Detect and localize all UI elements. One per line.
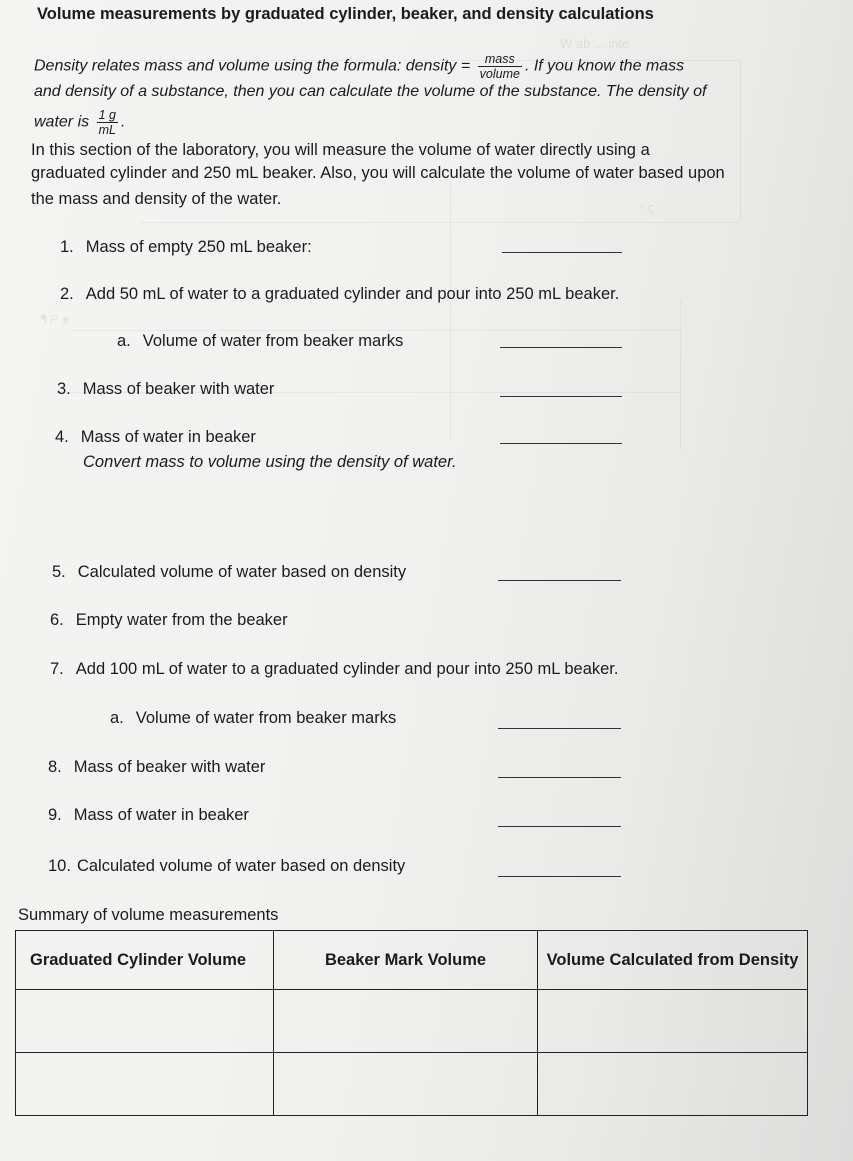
item-text: Mass of beaker with water bbox=[82, 380, 275, 398]
answer-blank-10[interactable] bbox=[498, 876, 621, 877]
list-item-3 bbox=[57, 380, 274, 399]
bleed-through-line bbox=[450, 180, 451, 440]
intro-line-2: and density of a substance, then you can calculate the volume of the substance. The density of bbox=[34, 83, 707, 100]
intro-line-3 bbox=[34, 108, 125, 137]
list-item-4 bbox=[55, 428, 256, 447]
item-text: Empty water from the beaker bbox=[75, 611, 288, 629]
intro-text: water is bbox=[34, 113, 94, 131]
list-item-8 bbox=[48, 758, 265, 777]
formula-numerator: mass bbox=[478, 52, 522, 67]
item-text: Mass of water in beaker bbox=[80, 428, 256, 446]
bleed-through-text: ᖳ ᑭ ᴥ bbox=[40, 312, 70, 327]
bleed-through-line bbox=[680, 300, 681, 450]
paragraph-line-3: the mass and density of the water. bbox=[31, 190, 282, 208]
item-number: 2. bbox=[60, 285, 74, 303]
item-text: Volume of water from beaker marks bbox=[142, 332, 404, 350]
table-cell[interactable] bbox=[274, 990, 538, 1053]
answer-blank-9[interactable] bbox=[498, 826, 621, 827]
list-item-2a bbox=[117, 332, 403, 351]
list-item-6 bbox=[50, 611, 288, 630]
header-graduated-cylinder-volume: Graduated Cylinder Volume bbox=[16, 931, 274, 990]
item-text: Calculated volume of water based on density bbox=[77, 563, 407, 581]
item-text: Mass of water in beaker bbox=[73, 806, 249, 824]
formula-denominator: volume bbox=[479, 67, 520, 81]
summary-title: Summary of volume measurements bbox=[18, 906, 279, 924]
intro-text: . bbox=[120, 113, 126, 131]
header-volume-calculated-from-density: Volume Calculated from Density bbox=[538, 931, 808, 990]
list-item-9 bbox=[48, 806, 249, 825]
item-text: Add 50 mL of water to a graduated cylinder and pour into 250 mL beaker. bbox=[85, 285, 620, 303]
fraction-denominator: mL bbox=[98, 123, 116, 137]
intro-line-1 bbox=[34, 52, 684, 81]
table-cell[interactable] bbox=[538, 990, 808, 1053]
item-number: 4. bbox=[55, 428, 69, 446]
table-row bbox=[16, 990, 808, 1053]
list-item-5 bbox=[52, 563, 406, 582]
item-text: Volume of water from beaker marks bbox=[135, 709, 397, 727]
intro-text: Density relates mass and volume using the formula: density = bbox=[34, 57, 475, 75]
paragraph-line-1: In this section of the laboratory, you will measure the volume of water directly using a bbox=[31, 141, 650, 159]
table-row bbox=[16, 1053, 808, 1116]
item-number: 8. bbox=[48, 758, 62, 776]
answer-blank-5[interactable] bbox=[498, 580, 621, 581]
list-item-7a bbox=[110, 709, 396, 728]
fraction-numerator: 1 g bbox=[98, 108, 116, 122]
list-item-7 bbox=[50, 660, 618, 679]
item-text: Mass of empty 250 mL beaker: bbox=[85, 238, 312, 256]
bleed-through-text: ᶺ ϛ bbox=[640, 200, 655, 215]
item-text: Mass of beaker with water bbox=[73, 758, 266, 776]
summary-table bbox=[15, 930, 808, 1116]
bleed-through-text: W ab ... inte bbox=[560, 36, 630, 51]
answer-blank-8[interactable] bbox=[498, 777, 621, 778]
item-number: 9. bbox=[48, 806, 62, 824]
answer-blank-3[interactable] bbox=[500, 396, 622, 397]
item-number: 1. bbox=[60, 238, 74, 256]
bleed-through-line bbox=[140, 222, 740, 223]
answer-blank-1[interactable] bbox=[502, 252, 622, 253]
answer-blank-2a[interactable] bbox=[500, 347, 622, 348]
page-title: Volume measurements by graduated cylinder, beaker, and density calculations bbox=[37, 5, 654, 23]
list-item-10 bbox=[48, 857, 405, 876]
item-number: 5. bbox=[52, 563, 66, 581]
bleed-through-line bbox=[70, 330, 680, 331]
header-beaker-mark-volume: Beaker Mark Volume bbox=[274, 931, 538, 990]
summary-header-row bbox=[16, 931, 808, 990]
table-cell[interactable] bbox=[274, 1053, 538, 1116]
convert-note: Convert mass to volume using the density of water. bbox=[83, 453, 457, 471]
item-number: 6. bbox=[50, 611, 64, 629]
intro-text: . If you know the mass bbox=[524, 57, 685, 75]
item-number: 7. bbox=[50, 660, 64, 678]
item-text: Calculated volume of water based on density bbox=[76, 857, 406, 875]
answer-blank-7a[interactable] bbox=[498, 728, 621, 729]
list-item-2 bbox=[60, 285, 619, 304]
water-density-fraction bbox=[97, 108, 118, 137]
paragraph-line-2: graduated cylinder and 250 mL beaker. Also, you will calculate the volume of water based upon bbox=[31, 164, 725, 182]
table-cell[interactable] bbox=[16, 1053, 274, 1116]
item-number: a. bbox=[117, 332, 131, 350]
item-text: Add 100 mL of water to a graduated cylinder and pour into 250 mL beaker. bbox=[75, 660, 619, 678]
answer-blank-4[interactable] bbox=[500, 443, 622, 444]
item-number: 10. bbox=[48, 857, 71, 875]
list-item-1 bbox=[60, 238, 312, 257]
density-formula bbox=[478, 52, 522, 81]
bleed-through-line bbox=[740, 60, 741, 220]
table-cell[interactable] bbox=[538, 1053, 808, 1116]
item-number: a. bbox=[110, 709, 124, 727]
item-number: 3. bbox=[57, 380, 71, 398]
table-cell[interactable] bbox=[16, 990, 274, 1053]
